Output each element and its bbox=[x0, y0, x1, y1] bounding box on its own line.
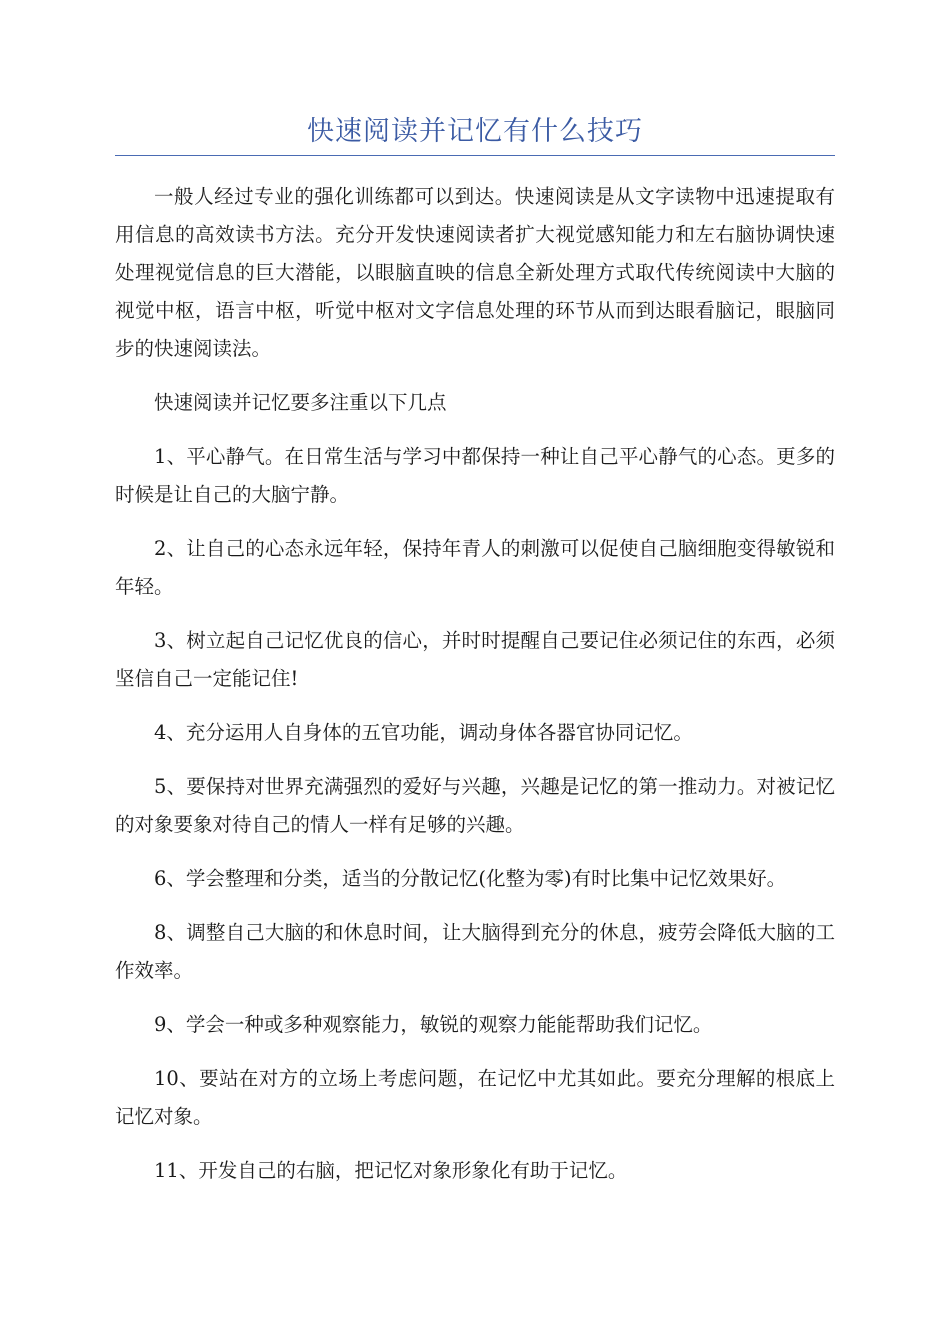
document-title: 快速阅读并记忆有什么技巧 bbox=[307, 116, 643, 147]
document-body bbox=[115, 178, 835, 1206]
list-item: 3、树立起自己记忆优良的信心，并时时提醒自己要记住必须记住的东西，必须坚信自己一定能记住! bbox=[115, 629, 835, 690]
list-item: 2、让自己的心态永远年轻，保持年青人的刺激可以促使自己脑细胞变得敏锐和年轻。 bbox=[115, 537, 835, 598]
document-page bbox=[115, 0, 835, 1344]
list-item: 10、要站在对方的立场上考虑问题，在记忆中尤其如此。要充分理解的根底上记忆对象。 bbox=[115, 1067, 835, 1128]
paragraph-intro: 一般人经过专业的强化训练都可以到达。快速阅读是从文字读物中迅速提取有用信息的高效读书方法。充分开发快速阅读者扩大视觉感知能力和左右脑协调快速处理视觉信息的巨大潜能，以眼脑直映的信息全新处理方式取代传统阅读中大脑的视觉中枢，语言中枢，听觉中枢对文字信息处理的环节从而到达眼看脑记，眼脑同步的快速阅读法。 bbox=[115, 185, 835, 360]
title-underline bbox=[115, 155, 835, 156]
list-item: 9、学会一种或多种观察能力，敏锐的观察力能能帮助我们记忆。 bbox=[154, 1013, 713, 1036]
list-item: 4、充分运用人自身体的五官功能，调动身体各器官协同记忆。 bbox=[154, 721, 693, 744]
list-item: 5、要保持对世界充满强烈的爱好与兴趣，兴趣是记忆的第一推动力。对被记忆的对象要象对待自己的情人一样有足够的兴趣。 bbox=[115, 775, 835, 836]
list-item: 1、平心静气。在日常生活与学习中都保持一种让自己平心静气的心态。更多的时候是让自己的大脑宁静。 bbox=[115, 445, 835, 506]
list-item: 6、学会整理和分类，适当的分散记忆(化整为零)有时比集中记忆效果好。 bbox=[154, 867, 787, 890]
list-item: 11、开发自己的右脑，把记忆对象形象化有助于记忆。 bbox=[154, 1159, 628, 1182]
list-item: 8、调整自己大脑的和休息时间，让大脑得到充分的休息，疲劳会降低大脑的工作效率。 bbox=[115, 921, 835, 982]
paragraph-heading: 快速阅读并记忆要多注重以下几点 bbox=[154, 391, 447, 414]
